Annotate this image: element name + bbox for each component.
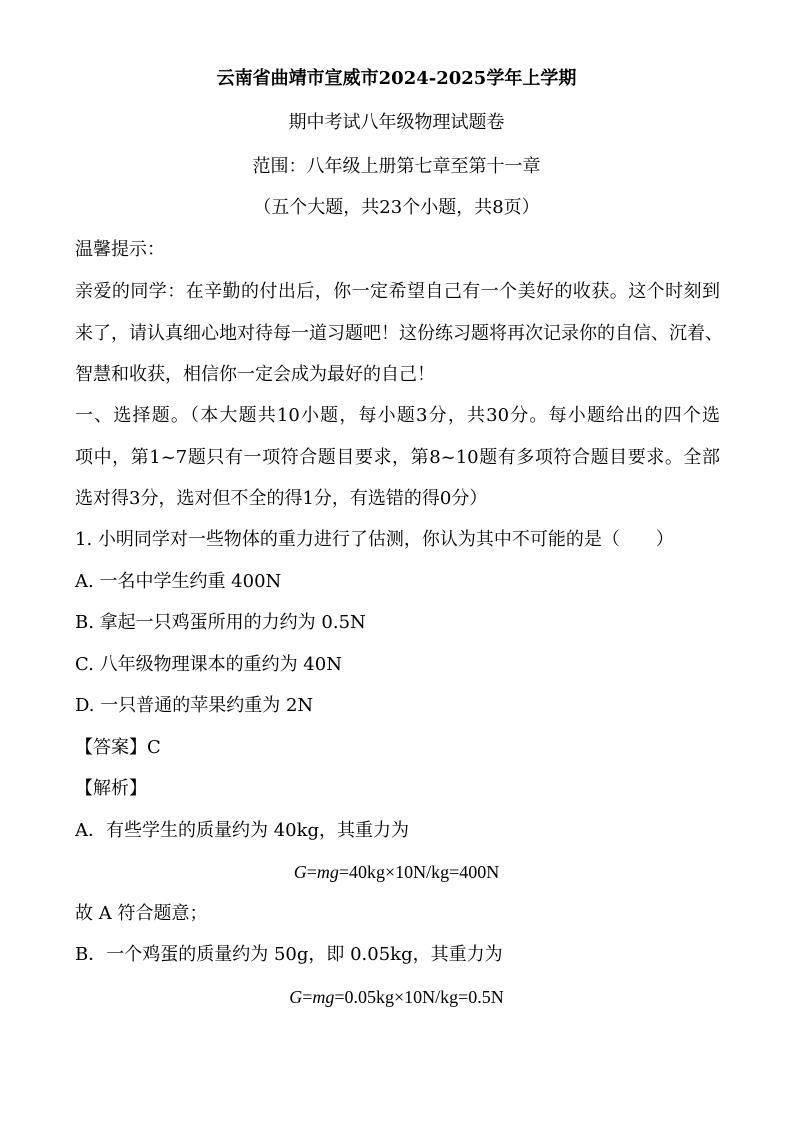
formula-b xyxy=(0,985,793,1009)
analysis-heading: 【解析】 xyxy=(75,778,147,799)
title-line-3: 范围：八年级上册第七章至第十一章 xyxy=(252,156,541,177)
formula-b-rest: =0.05kg×10N/kg=0.5N xyxy=(334,987,504,1007)
conclusion-a: 故 A 符合题意； xyxy=(75,903,208,924)
option-b: B. 拿起一只鸡蛋所用的力约为 0.5N xyxy=(75,612,366,633)
formula-b-var-mg: mg xyxy=(312,987,335,1007)
title-line-2: 期中考试八年级物理试题卷 xyxy=(288,112,505,133)
tips-line-2: 来了，请认真细心地对待每一道习题吧！这份练习题将再次记录你的自信、沉着、 xyxy=(75,323,723,344)
option-d: D. 一只普通的苹果约重为 2N xyxy=(75,695,314,716)
title-line-1: 云南省曲靖市宣威市2024-2025学年上学期 xyxy=(216,68,577,89)
tips-heading: 温馨提示： xyxy=(75,239,165,260)
formula-a-var-g: G xyxy=(293,862,307,882)
question-1-stem: 1. 小明同学对一些物体的重力进行了估测，你认为其中不可能的是（ ） xyxy=(75,529,674,550)
option-a: A. 一名中学生约重 400N xyxy=(75,571,282,592)
formula-a-rest: =40kg×10N/kg=400N xyxy=(338,862,500,882)
formula-b-equals: = xyxy=(302,987,313,1007)
section-1-line-3: 选对得3分，选对但不全的得1分，有选错的得0分） xyxy=(75,488,488,509)
formula-a-var-mg: mg xyxy=(316,862,339,882)
formula-a-equals: = xyxy=(306,862,317,882)
answer-label: 【答案】C xyxy=(75,737,161,758)
tips-line-1: 亲爱的同学：在辛勤的付出后，你一定希望自己有一个美好的收获。这个时刻到 xyxy=(75,281,720,302)
tips-line-3: 智慧和收获，相信你一定会成为最好的自己！ xyxy=(75,364,435,385)
option-c: C. 八年级物理课本的重约为 40N xyxy=(75,654,342,675)
analysis-a: A．有些学生的质量约为 40kg，其重力为 xyxy=(75,820,410,841)
title-line-4: （五个大题，共23个小题，共8页） xyxy=(253,197,540,218)
section-1-line-2: 项中，第1~7题只有一项符合题目要求，第8~10题有多项符合题目要求。全部 xyxy=(75,447,720,468)
formula-b-var-g: G xyxy=(289,987,303,1007)
analysis-b: B．一个鸡蛋的质量约为 50g，即 0.05kg，其重力为 xyxy=(75,944,503,965)
section-1-line-1: 一、选择题。（本大题共10小题，每小题3分，共30分。每小题给出的四个选 xyxy=(75,405,720,426)
formula-a xyxy=(0,860,793,884)
